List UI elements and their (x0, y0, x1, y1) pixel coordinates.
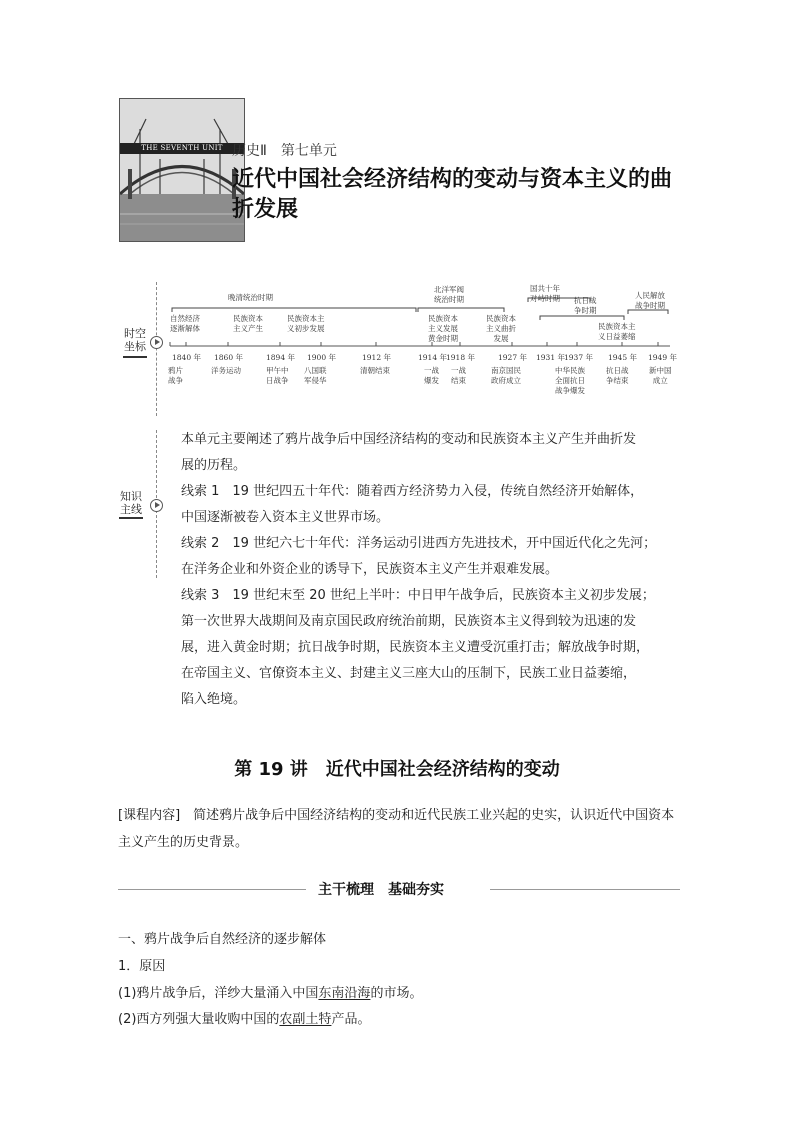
reason-1-blank: 东南沿海 (318, 986, 371, 1001)
event-sino-japanese-war: 甲午中 日战争 (266, 366, 289, 385)
year-label: 1949 年 (648, 353, 677, 362)
heading-2: 1．原因 (118, 959, 166, 974)
phase-golden-age: 民族资本 主义发展 黄金时期 (428, 314, 458, 343)
clue-3-line: 在帝国主义、官僚资本主义、封建主义三座大山的压制下，民族工业日益萎缩， (181, 666, 637, 681)
event-war-end: 抗日战 争结束 (606, 366, 629, 385)
event-self-strengthening: 洋务运动 (211, 366, 241, 375)
period-kmt-decade: 国共十年 对峙时期 (530, 284, 560, 303)
event-eight-nation: 八国联 军侵华 (304, 366, 327, 385)
lesson-title: 第 19 讲 近代中国社会经济结构的变动 (234, 759, 560, 780)
event-ww1-start: 一战 爆发 (424, 366, 439, 385)
summary-line: 本单元主要阐述了鸦片战争后中国经济结构的变动和民族资本主义产生并曲折发 (181, 432, 637, 447)
cover-band: THE SEVENTH UNIT (120, 143, 244, 154)
year-label: 1900 年 (307, 353, 336, 362)
year-label: 1937 年 (564, 353, 593, 362)
clue-2-line: 线索 2 19 世纪六七十年代：洋务运动引进西方先进技术，开中国近代化之先河； (181, 536, 657, 551)
year-label: 1912 年 (362, 353, 391, 362)
play-icon (150, 499, 163, 512)
year-label: 1927 年 (498, 353, 527, 362)
event-full-war: 中华民族 全面抗日 战争爆发 (555, 366, 585, 395)
clue-3-line: 陷入绝境。 (181, 692, 247, 707)
heading-1: 一、鸦片战争后自然经济的逐步解体 (118, 932, 327, 947)
knowledge-label (118, 490, 144, 516)
timeline-label (122, 327, 148, 353)
period-beiyang: 北洋军阀 统治时期 (434, 285, 464, 304)
phase-declining: 民族资本主 义日益萎缩 (598, 322, 636, 341)
knowledge-label-line1: 知识 (120, 490, 142, 503)
year-label: 1894 年 (266, 353, 295, 362)
event-qing-end: 清朝结束 (360, 366, 390, 375)
year-label: 1931 年 (536, 353, 565, 362)
reason-2-blank: 农副土特 (279, 1012, 332, 1027)
knowledge-label-line2: 主线 (120, 503, 142, 516)
bridge-illustration (120, 99, 244, 241)
clue-3-line: 第一次世界大战期间及南京国民政府统治前期，民族资本主义得到较为迅速的发 (181, 614, 637, 629)
year-label: 1860 年 (214, 353, 243, 362)
reason-2-suffix: 产品。 (331, 1012, 371, 1027)
divider-left (118, 889, 306, 890)
reason-2-text: (2)西方列强大量收购中国的 (118, 1012, 280, 1027)
year-label: 1840 年 (172, 353, 201, 362)
clue-1-line: 中国逐渐被卷入资本主义世界市场。 (181, 510, 390, 525)
course-content (118, 802, 683, 856)
phase-natural-economy: 自然经济 逐渐解体 (170, 314, 200, 333)
timeline-label-line1: 时空 (124, 327, 146, 340)
unit-title: 近代中国社会经济结构的变动与资本主义的曲折发展 (232, 167, 673, 222)
event-opium-war: 鸦片 战争 (168, 366, 183, 385)
clue-2-line: 在洋务企业和外资企业的诱导下，民族资本主义产生并艰难发展。 (181, 562, 559, 577)
unit-subtitle: 历史Ⅱ 第七单元 (232, 143, 337, 159)
timeline-label-line2: 坐标 (124, 340, 146, 353)
period-liberation: 人民解放 战争时期 (635, 291, 665, 310)
year-label: 1914 年 (418, 353, 447, 362)
phase-capitalism-born: 民族资本 主义产生 (233, 314, 263, 333)
knowledge-label-underline (119, 517, 143, 519)
year-label: 1918 年 (446, 353, 475, 362)
section-divider-title: 主干梳理 基础夯实 (318, 882, 444, 898)
section-divider-timeline (156, 282, 158, 416)
divider-right (490, 889, 680, 890)
period-late-qing: 晚清统治时期 (228, 293, 273, 302)
timeline-label-underline (123, 356, 147, 358)
reason-1-suffix: 的市场。 (370, 986, 423, 1001)
phase-zigzag: 民族资本 主义曲折 发展 (486, 314, 516, 343)
event-ww1-end: 一战 结束 (451, 366, 466, 385)
clue-3-line: 线索 3 19 世纪末至 20 世纪上半叶：中日甲午战争后，民族资本主义初步发展； (181, 588, 655, 603)
clue-3-line: 展，进入黄金时期；抗日战争时期，民族资本主义遭受沉重打击；解放战争时期， (181, 640, 650, 655)
period-anti-japan: 抗日战 争时期 (574, 296, 597, 315)
summary-line: 展的历程。 (181, 458, 247, 473)
year-label: 1945 年 (608, 353, 637, 362)
unit-cover-image (119, 98, 245, 242)
phase-capitalism-initial: 民族资本主 义初步发展 (287, 314, 325, 333)
knowledge-summary (181, 427, 681, 713)
event-nanjing-gov: 南京国民 政府成立 (491, 366, 521, 385)
reason-1-text: (1)鸦片战争后，洋纱大量涌入中国 (118, 986, 319, 1001)
reason-item-2 (118, 1008, 370, 1027)
reason-item-1 (118, 982, 422, 1001)
course-label: [课程内容] (118, 808, 181, 823)
course-text: 简述鸦片战争后中国经济结构的变动和近代民族工业兴起的史实，认识近代中国资本主义产生的历史背景。 (118, 808, 675, 850)
clue-1-line: 线索 1 19 世纪四五十年代：随着西方经济势力入侵，传统自然经济开始解体， (181, 484, 644, 499)
event-prc-founded: 新中国 成立 (649, 366, 672, 385)
